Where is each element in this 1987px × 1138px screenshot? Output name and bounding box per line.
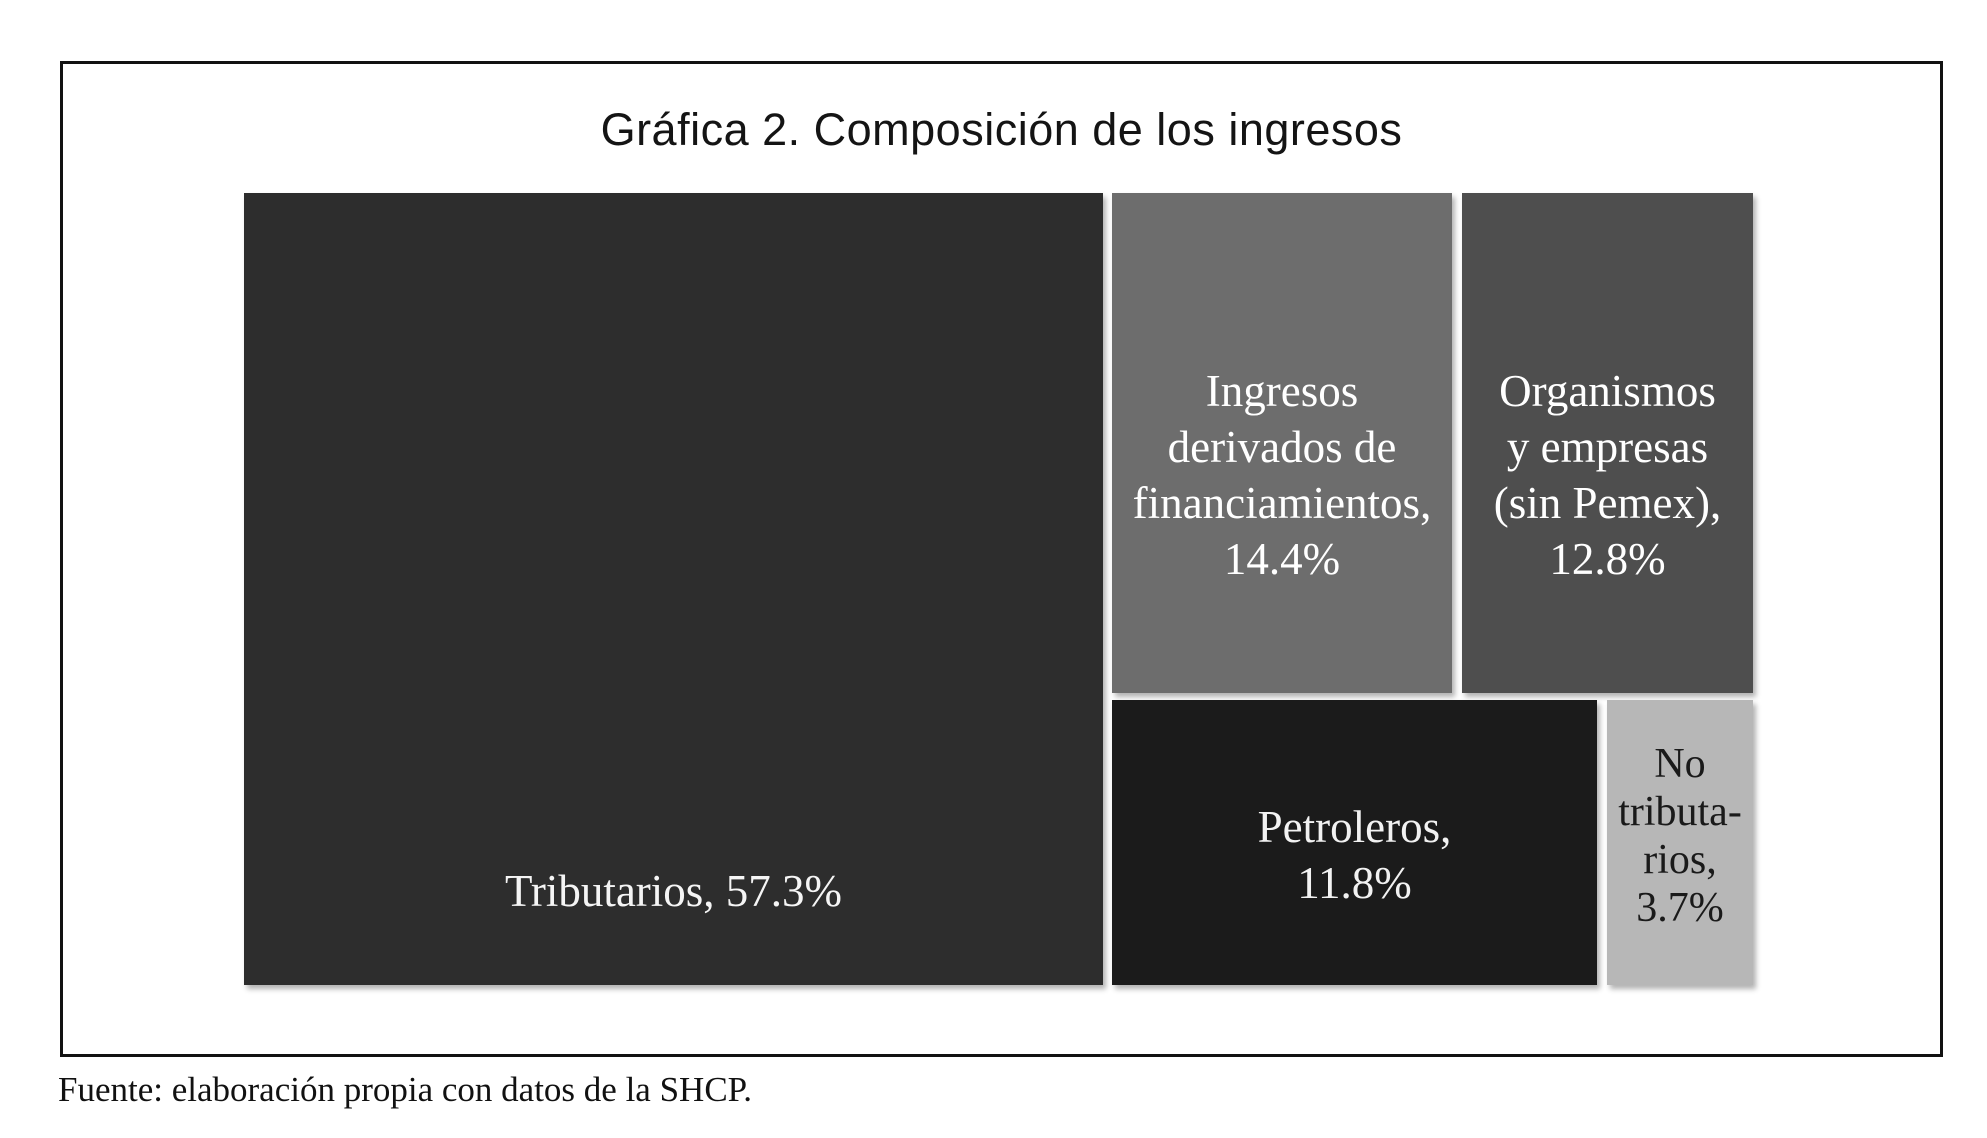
tile-label-line: Ingresos xyxy=(1205,366,1359,416)
source-note: Fuente: elaboración propia con datos de la SHCP. xyxy=(58,1070,753,1109)
tile-label-line: 14.4% xyxy=(1223,534,1341,584)
tile-label-line: tributa- xyxy=(1618,788,1742,835)
treemap-chart xyxy=(244,193,1753,985)
tile-label-line: No xyxy=(1654,740,1706,787)
treemap-tile-ingresos-financiamientos xyxy=(1112,193,1452,693)
tile-label-line: 11.8% xyxy=(1297,857,1412,908)
treemap-tile-no-tributarios xyxy=(1607,700,1753,985)
tile-label-line: y empresas xyxy=(1506,422,1709,472)
figure-border-box xyxy=(60,61,1943,1057)
tile-label-line: rios, xyxy=(1643,836,1717,883)
treemap-tile-tributarios xyxy=(244,193,1103,985)
tile-label-petroleros xyxy=(1258,799,1452,911)
chart-title: Gráfica 2. Composición de los ingresos xyxy=(600,104,1403,155)
tile-label-line: Organismos xyxy=(1499,366,1716,416)
tile-label-tributarios xyxy=(505,863,842,919)
tile-label-ingresos-financiamientos xyxy=(1133,363,1432,587)
tile-label-line: 12.8% xyxy=(1549,534,1666,584)
tile-label-line: Petroleros, xyxy=(1257,801,1452,852)
tile-label-no-tributarios xyxy=(1618,740,1742,932)
tile-label-line: Tributarios, 57.3% xyxy=(504,866,843,916)
treemap-tile-petroleros xyxy=(1112,700,1597,985)
tile-label-line: derivados de xyxy=(1167,422,1397,472)
tile-label-line: (sin Pemex), xyxy=(1493,478,1722,528)
tile-label-line: financiamientos, xyxy=(1132,478,1432,528)
treemap-tile-organismos-empresas xyxy=(1462,193,1753,693)
tile-label-line: 3.7% xyxy=(1636,884,1724,931)
tile-label-organismos-empresas xyxy=(1494,363,1721,587)
